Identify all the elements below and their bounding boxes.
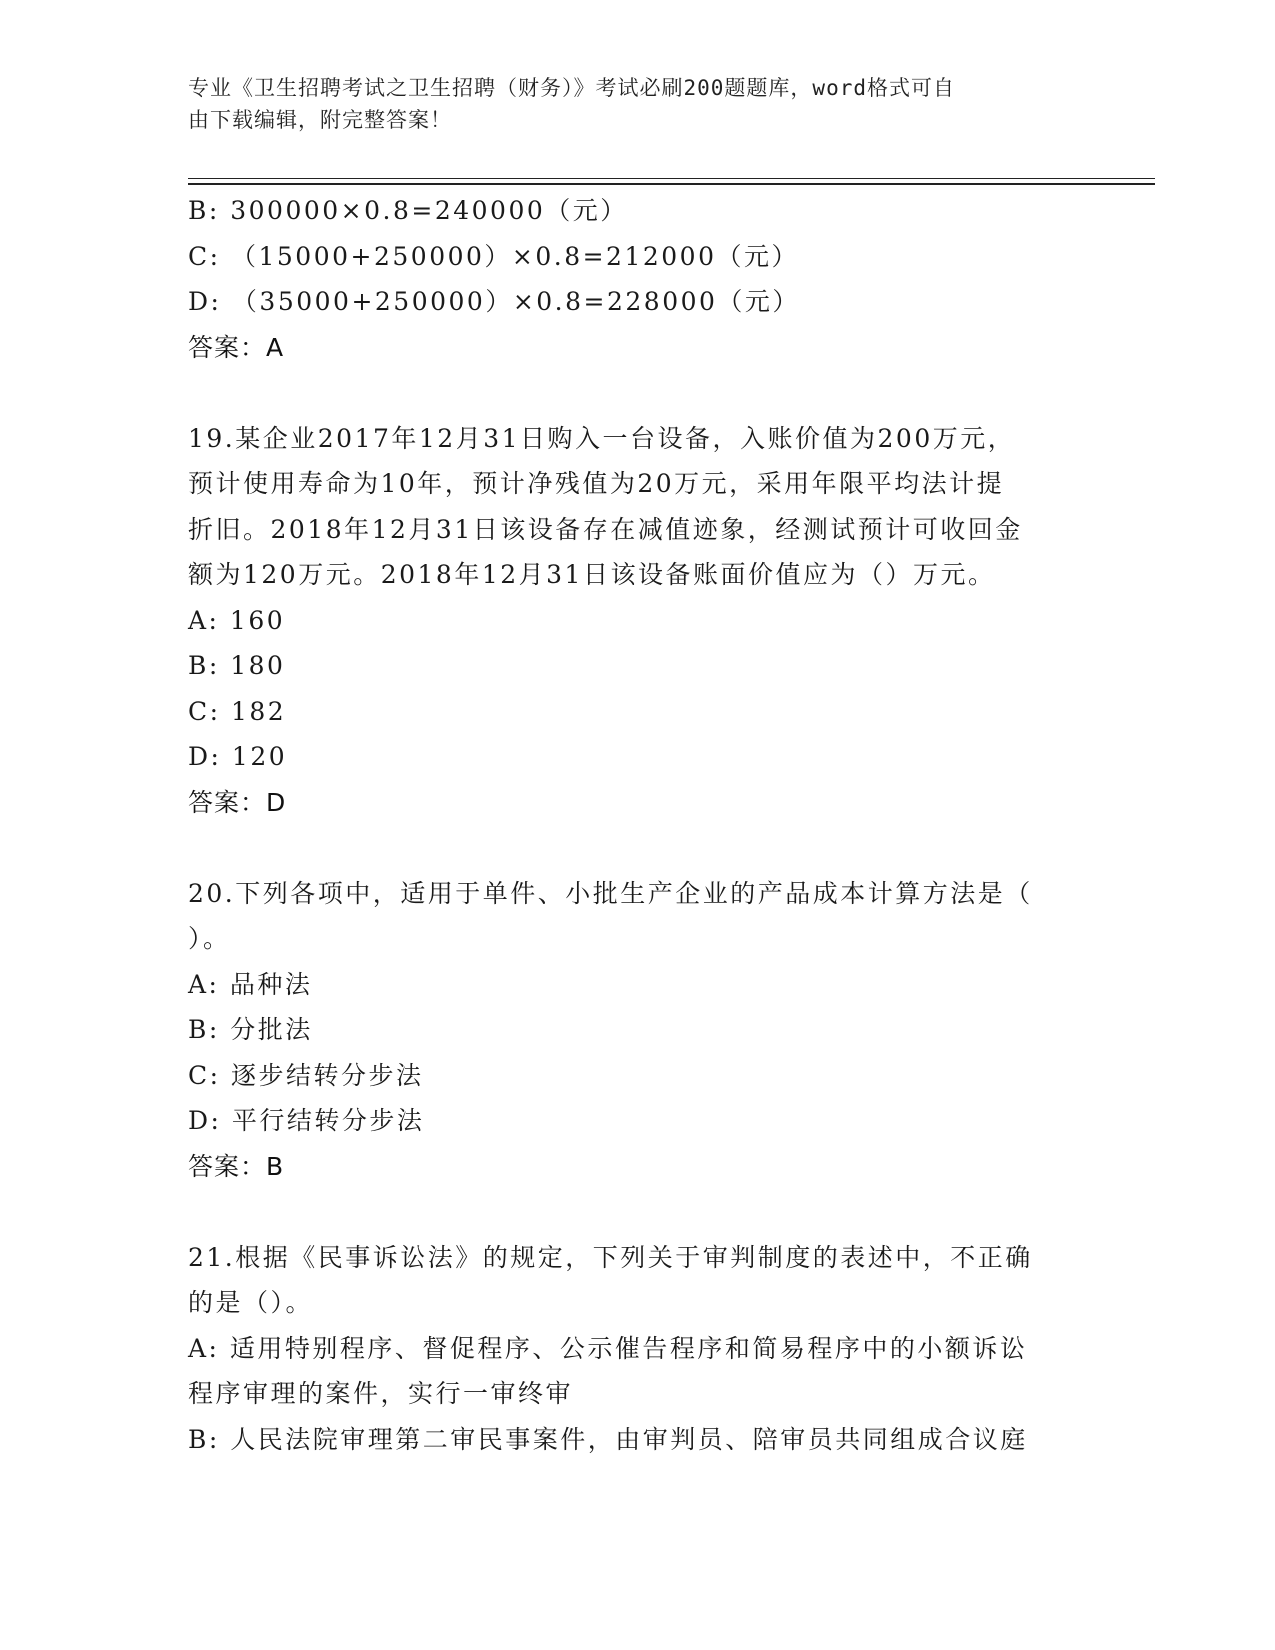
question-stem-line: 20.下列各项中，适用于单件、小批生产企业的产品成本计算方法是（: [188, 878, 1033, 908]
option-c: C: 逐步结转分步法: [188, 1060, 424, 1090]
option-a-continued: 程序审理的案件，实行一审终审: [188, 1379, 574, 1408]
question-stem-line: 预计使用寿命为10年，预计净残值为20万元，采用年限平均法计提: [188, 469, 1005, 498]
option-b: B: 人民法院审理第二审民事案件，由审判员、陪审员共同组成合议庭: [188, 1424, 1028, 1454]
question-stem-line: 19.某企业2017年12月31日购入一台设备，入账价值为200万元，: [188, 423, 1016, 453]
question-stem-line: 21.根据《民事诉讼法》的规定，下列关于审判制度的表述中，不正确: [188, 1242, 1033, 1272]
spacer: [188, 370, 1078, 416]
header-title-line-1: 专业《卫生招聘考试之卫生招聘（财务）》考试必刷200题题库，word格式可自: [188, 76, 955, 100]
option-d: D: 平行结转分步法: [188, 1106, 425, 1135]
question-18-continued: [188, 188, 1078, 370]
option-a: A: 品种法: [188, 969, 313, 999]
document-body: [188, 188, 1078, 1462]
header-title-line-2: 由下载编辑，附完整答案！: [188, 108, 452, 132]
answer-line: 答案：A: [188, 332, 285, 362]
header-divider-thick: [188, 183, 1155, 185]
option-b: B: 180: [188, 651, 286, 680]
spacer: [188, 1189, 1078, 1235]
option-b: B: 分批法: [188, 1015, 313, 1044]
option-d: D: （35000+250000）×0.8=228000（元）: [188, 287, 800, 316]
question-stem-line: 额为120万元。2018年12月31日该设备账面价值应为（）万元。: [188, 560, 996, 589]
option-c: C: 182: [188, 696, 287, 726]
option-a: A: 160: [188, 605, 286, 635]
header-divider-thin: [188, 178, 1155, 179]
answer-line: 答案：D: [188, 787, 287, 817]
question-stem-line: ）。: [188, 924, 231, 953]
answer-line: 答案：B: [188, 1151, 285, 1181]
spacer: [188, 825, 1078, 871]
question-stem-line: 的是（）。: [188, 1288, 314, 1317]
option-c: C: （15000+250000）×0.8=212000（元）: [188, 241, 799, 271]
option-d: D: 120: [188, 742, 288, 771]
question-stem-line: 折旧。2018年12月31日该设备存在减值迹象，经测试预计可收回金: [188, 514, 1023, 544]
question-20: [188, 871, 1078, 1190]
option-a: A: 适用特别程序、督促程序、公示催告程序和简易程序中的小额诉讼: [188, 1333, 1028, 1363]
question-21: [188, 1235, 1078, 1463]
document-header: [188, 72, 1068, 136]
option-b: B: 300000×0.8=240000（元）: [188, 196, 628, 225]
question-19: [188, 416, 1078, 826]
